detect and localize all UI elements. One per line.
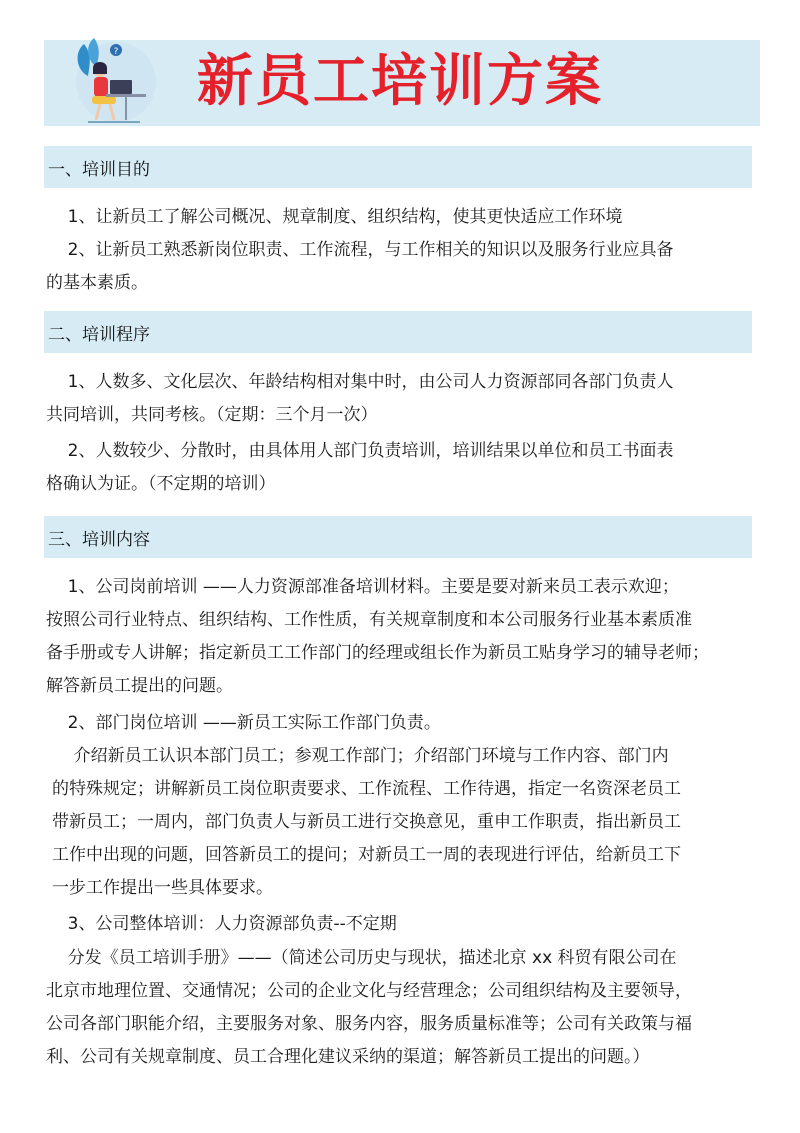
section-heading-content xyxy=(44,516,752,558)
paragraph: 3、公司整体培训：人力资源部负责--不定期 xyxy=(46,914,397,934)
paragraph: 1、让新员工了解公司概况、规章制度、组织结构，使其更快适应工作环境 xyxy=(46,207,623,227)
paragraph: 2、人数较少、分散时，由具体用人部门负责培训，培训结果以单位和员工书面表 格确认为证。（不定期的培训） xyxy=(46,441,674,494)
section-heading-label: 二、培训程序 xyxy=(48,325,150,345)
paragraph: 1、公司岗前培训 ——人力资源部准备培训材料。主要是要对新来员工表示欢迎； 按照公司行业特点、组织结构、工作性质，有关规章制度和本公司服务行业基本素质准 备手册或专人讲解；指定新员工工作部门的经理或组长作为新员工贴身学习的辅导老师； 解答新员工提出的问题。 xyxy=(46,577,709,696)
section-heading-label: 三、培训内容 xyxy=(48,530,150,550)
svg-text:?: ? xyxy=(113,47,119,57)
paragraph: 2、部门岗位培训 ——新员工实际工作部门负责。 xyxy=(46,713,441,733)
section-heading-procedure xyxy=(44,311,752,353)
paragraph: 2、让新员工熟悉新岗位职责、工作流程，与工作相关的知识以及服务行业应具备 的基本素质。 xyxy=(46,240,674,293)
paragraph: 介绍新员工认识本部门员工；参观工作部门；介绍部门环境与工作内容、部门内 的特殊规定；讲解新员工岗位职责要求、工作流程、工作待遇，指定一名资深老员工 带新员工；一周内，部门负责人与新员工进行交换意见，重申工作职责，指出新员工 工作中出现的问题，回答新员工的提问；对新员工一周的表现进行评估，给新员工下 一步工作提出一些具体要求。 xyxy=(52,746,681,898)
section-heading-label: 一、培训目的 xyxy=(48,160,150,180)
paragraph: 1、人数多、文化层次、年龄结构相对集中时，由公司人力资源部同各部门负责人 共同培训，共同考核。（定期：三个月一次） xyxy=(46,372,674,425)
page-title: 新员工培训方案 xyxy=(197,49,603,114)
section-heading-purpose xyxy=(44,146,752,188)
paragraph: 分发《员工培训手册》——（简述公司历史与现状，描述北京 xx 科贸有限公司在 北京市地理位置、交通情况；公司的企业文化与经营理念；公司组织结构及主要领导， 公司各部门职能介绍，主要服务对象、服务内容，服务质量标准等；公司有关政策与福 利、公司有关规章制度、员工合理化建议采纳的渠道；解答新员工提出的问题。） xyxy=(46,948,692,1067)
